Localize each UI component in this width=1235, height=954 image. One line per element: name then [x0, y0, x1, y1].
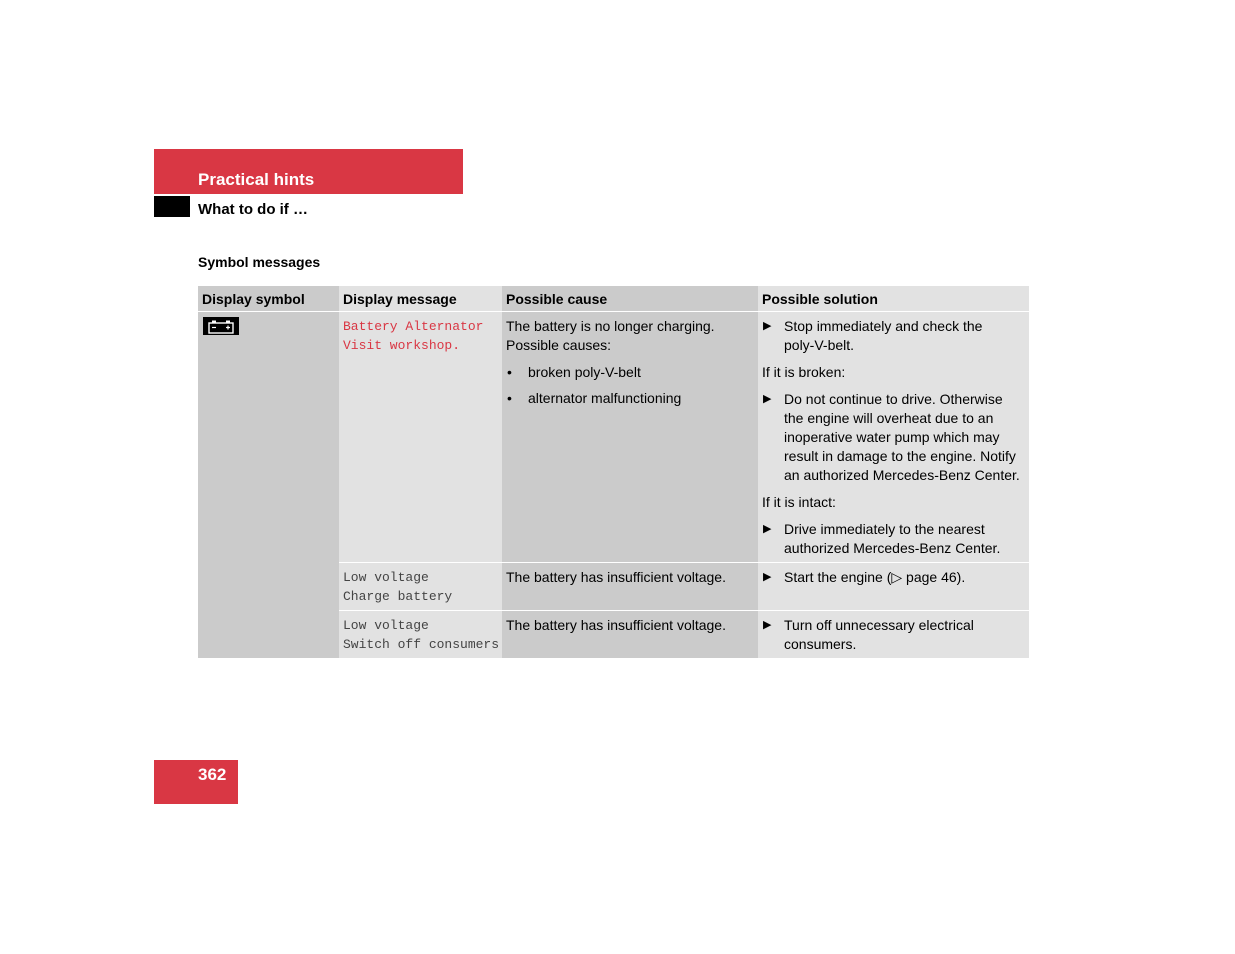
possible-solution-cell	[758, 611, 1029, 659]
solution-step-text: poly-V-belt.	[784, 337, 855, 353]
display-message-cell	[339, 611, 502, 659]
symbol-messages-table	[198, 286, 1029, 658]
display-symbol-cell	[198, 312, 339, 659]
possible-cause-cell: The battery has insufficient voltage.	[502, 563, 758, 611]
solution-step-text: ▶ Stop immediately and check the	[784, 318, 983, 334]
column-header-possible-solution: Possible solution	[758, 286, 1029, 312]
possible-cause-cell	[502, 312, 758, 563]
possible-solution-cell	[758, 312, 1029, 563]
table-header-row	[198, 286, 1029, 312]
column-header-possible-cause: Possible cause	[502, 286, 758, 312]
cause-text: The battery is no longer charging.	[506, 318, 715, 334]
display-message-cell	[339, 563, 502, 611]
display-message-line: Low voltage	[343, 570, 429, 585]
section-marker	[154, 196, 190, 217]
cause-list-item: • alternator malfunctioning	[506, 389, 754, 408]
column-header-display-message: Display message	[339, 286, 502, 312]
battery-icon	[203, 317, 239, 335]
solution-step: ▶ Start the engine (▷ page 46).	[762, 568, 1025, 587]
display-message-line: Low voltage	[343, 618, 429, 633]
display-message-line: Battery Alternator	[343, 319, 484, 334]
solution-step: ▶ Drive immediately to the nearest authorized Mercedes-Benz Center.	[762, 520, 1025, 558]
solution-condition: If it is broken:	[762, 364, 846, 380]
solution-step: ▶ Turn off unnecessary electrical consumers.	[762, 616, 1025, 654]
possible-solution-cell	[758, 563, 1029, 611]
possible-cause-cell: The battery has insufficient voltage.	[502, 611, 758, 659]
display-message-cell	[339, 312, 502, 563]
cause-text: Possible causes:	[506, 337, 612, 353]
table-title: Symbol messages	[198, 254, 321, 270]
chapter-title: Practical hints	[198, 170, 315, 189]
cause-list-item: • broken poly-V-belt	[506, 363, 754, 382]
display-message-line: Visit workshop.	[343, 338, 461, 353]
solution-step	[762, 317, 1025, 355]
page-number: 362	[198, 765, 227, 784]
display-message-line: Charge battery	[343, 589, 453, 604]
display-message-line: Switch off consumers	[343, 637, 500, 652]
solution-step: ▶ Do not continue to drive. Otherwise the engine will overheat due to an inoperative water pump which may result in damage to the engine. Notify an authorized Mercedes-Benz Center.	[762, 390, 1025, 485]
column-header-display-symbol: Display symbol	[198, 286, 339, 312]
table-row	[198, 312, 1029, 563]
section-subtitle: What to do if …	[198, 201, 308, 218]
cause-list	[506, 363, 754, 408]
solution-condition: If it is intact:	[762, 494, 836, 510]
